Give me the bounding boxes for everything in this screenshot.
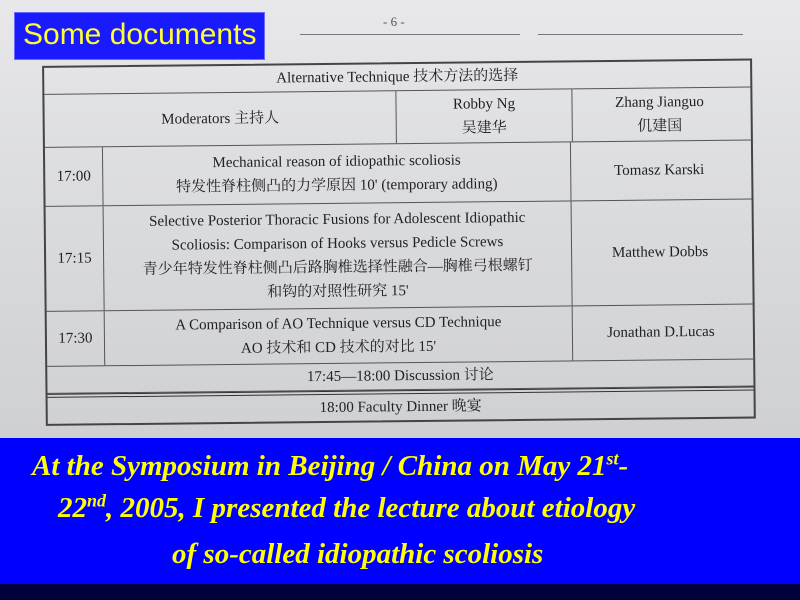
header-rule-left xyxy=(300,34,520,35)
caption-superscript-st: st xyxy=(606,448,619,469)
discussion-text: 17:45—18:00 Discussion 讨论 xyxy=(306,367,494,386)
table-row xyxy=(45,141,752,207)
session-topic xyxy=(104,201,573,310)
topic-line: 青少年特发性脊柱侧凸后路胸椎选择性融合—胸椎弓根螺钉 xyxy=(142,257,533,278)
topic-line: 特发性脊柱侧凸的力学原因 10' (temporary adding) xyxy=(176,176,498,196)
moderator-2-zh: 仉建国 xyxy=(637,118,683,135)
slide-tag: Some documents xyxy=(14,12,265,60)
caption-line-2-text: , 2005, I presented the lecture about etiology xyxy=(106,492,636,524)
dinner-row xyxy=(48,387,754,424)
table-row xyxy=(46,200,753,312)
caption-line-1 xyxy=(32,446,628,486)
table-row xyxy=(47,305,754,367)
page-number: - 6 - xyxy=(383,14,405,29)
caption-dash: - xyxy=(618,450,629,482)
moderator-1-zh: 吴建华 xyxy=(461,120,507,137)
caption-line-1-text: At the Symposium in Beijing / China on May 21 xyxy=(32,450,607,482)
topic-line: Selective Posterior Thoracic Fusions for Adolescent Idiopathic xyxy=(148,209,526,230)
session-topic xyxy=(105,306,574,365)
topic-line: Mechanical reason of idiopathic scoliosis xyxy=(212,152,461,172)
moderator-2 xyxy=(572,88,747,142)
topic-line: Scoliosis: Comparison of Hooks versus Pedicle Screws xyxy=(171,234,504,254)
session-speaker: Matthew Dobbs xyxy=(611,243,709,261)
session-time: 17:15 xyxy=(46,206,105,311)
session-time: 17:30 xyxy=(47,311,106,366)
session-topic xyxy=(103,142,572,205)
session-title: Alternative Technique 技术方法的选择 xyxy=(276,67,519,87)
moderator-1 xyxy=(396,89,573,143)
topic-line: 和钩的对照性研究 15' xyxy=(267,283,409,301)
caption-superscript-nd: nd xyxy=(87,490,107,511)
caption-box xyxy=(0,438,800,600)
caption-line-2 xyxy=(58,488,635,528)
header-rule-right xyxy=(538,34,743,35)
moderators-label: Moderators 主持人 xyxy=(44,91,397,147)
caption-line-3: of so-called idiopathic scoliosis xyxy=(172,538,544,570)
topic-line: A Comparison of AO Technique versus CD Technique xyxy=(175,314,502,334)
caption-bottom-band xyxy=(0,584,800,600)
program-table xyxy=(42,59,756,426)
moderators-row xyxy=(44,88,751,148)
moderator-2-en: Zhang Jianguo xyxy=(615,94,704,111)
session-time: 17:00 xyxy=(45,147,104,206)
moderator-1-en: Robby Ng xyxy=(452,95,516,113)
session-speaker: Tomasz Karski xyxy=(614,162,705,179)
program-sheet xyxy=(36,50,760,438)
caption-line-2-day: 22 xyxy=(58,492,87,524)
dinner-text: 18:00 Faculty Dinner 晚宴 xyxy=(319,398,482,417)
session-speaker: Jonathan D.Lucas xyxy=(607,323,715,342)
topic-line: AO 技术和 CD 技术的对比 15' xyxy=(240,338,437,357)
